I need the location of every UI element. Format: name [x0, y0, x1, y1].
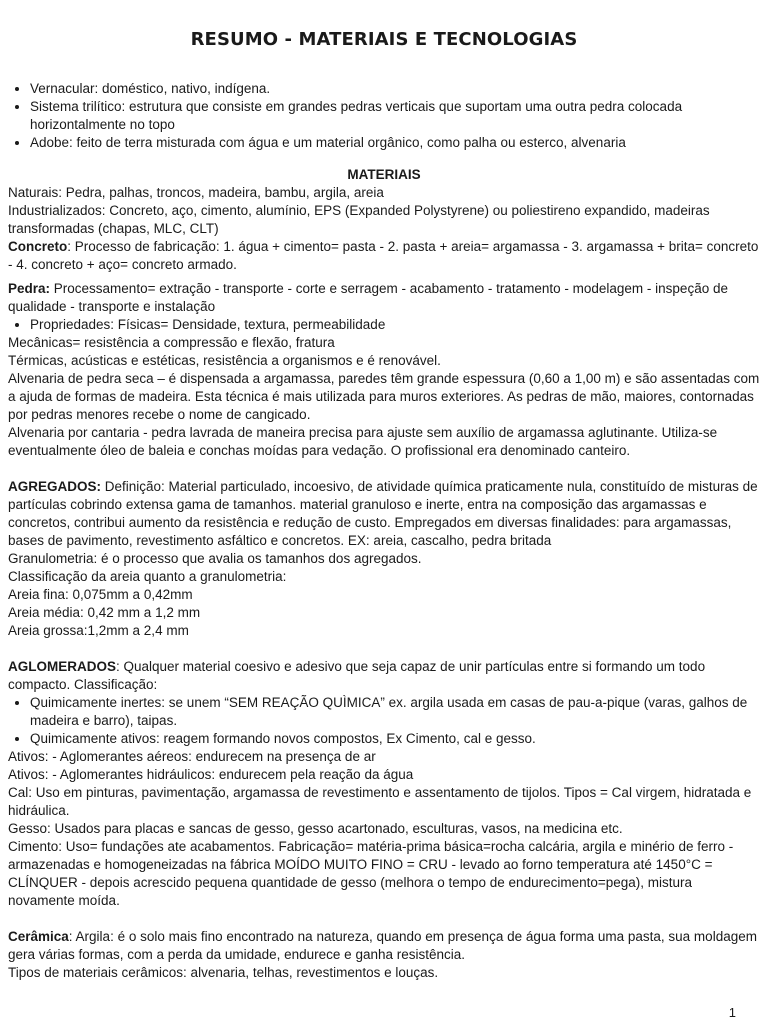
agregados-label: AGREGADOS: [8, 479, 102, 494]
ceramica-label: Cerâmica [8, 929, 69, 944]
pedra-list [8, 316, 760, 334]
list-item: • Propriedades: Físicas= Densidade, textura, permeabilidade [30, 316, 760, 334]
paragraph-gesso: Gesso: Usados para placas e sancas de gesso, gesso acartonado, esculturas, vasos, na medicina etc. [8, 821, 623, 836]
aglomerados-text: : Qualquer material coesivo e adesivo que seja capaz de unir partículas entre si formando um todo compacto. Classificação: [8, 659, 706, 692]
agregados-text: Definição: Material particulado, incoesivo, de atividade química praticamente nula, constituído de misturas de partículas cobrindo extensa gama de tamanhos. material granuloso e inerte, entra na composição das argamassas e concretos, contribui aumento da resistência e redução de custo. Empregados em diversas finalidades: para argamassas, bases de pavimento, revestimento asfáltico e concretos. EX: areia, cascalho, pedra britada [8, 479, 758, 548]
aglomerados-list [8, 694, 760, 748]
paragraph-concreto [8, 238, 760, 274]
paragraph-mecanicas: Mecânicas= resistência a compressão e flexão, fratura [8, 335, 335, 350]
paragraph-alvenaria-seca: Alvenaria de pedra seca – é dispensada a argamassa, paredes têm grande espessura (0,60 a 1,00 m) e são assentadas com a ajuda de formas de madeira. Esta técnica é mais utilizada para muros exteriores. As pedras de mão, maiores, contornadas por pedras menores recebe o nome de cangicado. [8, 371, 760, 422]
paragraph-ceramica-tipos: Tipos de materiais cerâmicos: alvenaria, telhas, revestimentos e louças. [8, 965, 439, 980]
paragraph-agregados [8, 478, 760, 550]
list-item: • Adobe: feito de terra misturada com água e um material orgânico, como palha ou esterco, alvenaria [30, 134, 760, 152]
paragraph-ativos-aereos: Ativos: - Aglomerantes aéreos: endurecem na presença de ar [8, 749, 376, 764]
page-number: 1 [728, 1005, 736, 1020]
intro-list [8, 80, 760, 152]
list-item: • Vernacular: doméstico, nativo, indígena. [30, 80, 760, 98]
concreto-label: Concreto [8, 239, 68, 254]
pedra-label: Pedra: [8, 281, 51, 296]
section-heading-materiais: MATERIAIS [347, 167, 421, 182]
paragraph-classificacao: Classificação da areia quanto a granulometria: [8, 569, 287, 584]
paragraph-industrializados: Industrializados: Concreto, aço, cimento, alumínio, EPS (Expanded Polystyrene) ou poliestireno expandido, madeiras transformadas (chapas, MLC, CLT) [8, 203, 710, 236]
ceramica-text: : Argila: é o solo mais fino encontrado na natureza, quando em presença de água forma uma pasta, sua moldagem gera várias formas, com a perda da umidade, endurece e ganha resistência. [8, 929, 757, 962]
paragraph-areia-grossa: Areia grossa:1,2mm a 2,4 mm [8, 623, 189, 638]
paragraph-termicas: Térmicas, acústicas e estéticas, resistência a organismos e é renovável. [8, 353, 441, 368]
paragraph-naturais: Naturais: Pedra, palhas, troncos, madeira, bambu, argila, areia [8, 185, 384, 200]
paragraph-cal: Cal: Uso em pinturas, pavimentação, argamassa de revestimento e assentamento de tijolos. Tipos = Cal virgem, hidratada e hidráulica. [8, 785, 752, 818]
list-item: • Quimicamente ativos: reagem formando novos compostos, Ex Cimento, cal e gesso. [30, 730, 760, 748]
list-item: • Quimicamente inertes: se unem “SEM REAÇÃO QUÌMICA” ex. argila usada em casas de pau-a-pique (varas, galhos de madeira e barro), taipas. [30, 694, 760, 730]
document-page [8, 28, 760, 982]
paragraph-areia-fina: Areia fina: 0,075mm a 0,42mm [8, 587, 193, 602]
paragraph-aglomerados [8, 658, 760, 694]
paragraph-areia-media: Areia média: 0,42 mm a 1,2 mm [8, 605, 201, 620]
concreto-text: : Processo de fabricação: 1. água + cimento= pasta - 2. pasta + areia= argamassa - 3. argamassa + brita= concreto - 4. concreto + aço= concreto armado. [8, 239, 759, 272]
list-item: • Sistema trilítico: estrutura que consiste em grandes pedras verticais que suportam uma outra pedra colocada horizontalmente no topo [30, 98, 760, 134]
paragraph-pedra [8, 280, 760, 316]
paragraph-cimento: Cimento: Uso= fundações ate acabamentos. Fabricação= matéria-prima básica=rocha calcária, argila e minério de ferro - armazenadas e homogeneizadas na fábrica MOÍDO MUITO FINO = CRU - levado ao forno temperatura até 1450°C = CLÍNQUER - depois acrescido pequena quantidade de gesso (melhora o tempo de endurecimento=pega), mistura novamente moída. [8, 839, 734, 908]
aglomerados-label: AGLOMERADOS [8, 659, 116, 674]
pedra-text: Processamento= extração - transporte - corte e serragem - acabamento - tratamento - modelagem - inspeção de qualidade - transporte e instalação [8, 281, 728, 314]
paragraph-granulometria: Granulometria: é o processo que avalia os tamanhos dos agregados. [8, 551, 422, 566]
paragraph-ativos-hidraulicos: Ativos: - Aglomerantes hidráulicos: endurecem pela reação da água [8, 767, 414, 782]
paragraph-ceramica [8, 928, 760, 964]
document-title: RESUMO - MATERIAIS E TECNOLOGIAS [190, 29, 578, 50]
paragraph-alvenaria-cantaria: Alvenaria por cantaria - pedra lavrada de maneira precisa para ajuste sem auxílio de argamassa aglutinante. Utiliza-se eventualmente óleo de baleia e conchas moídas para vedação. O profissional era denominado canteiro. [8, 425, 718, 458]
